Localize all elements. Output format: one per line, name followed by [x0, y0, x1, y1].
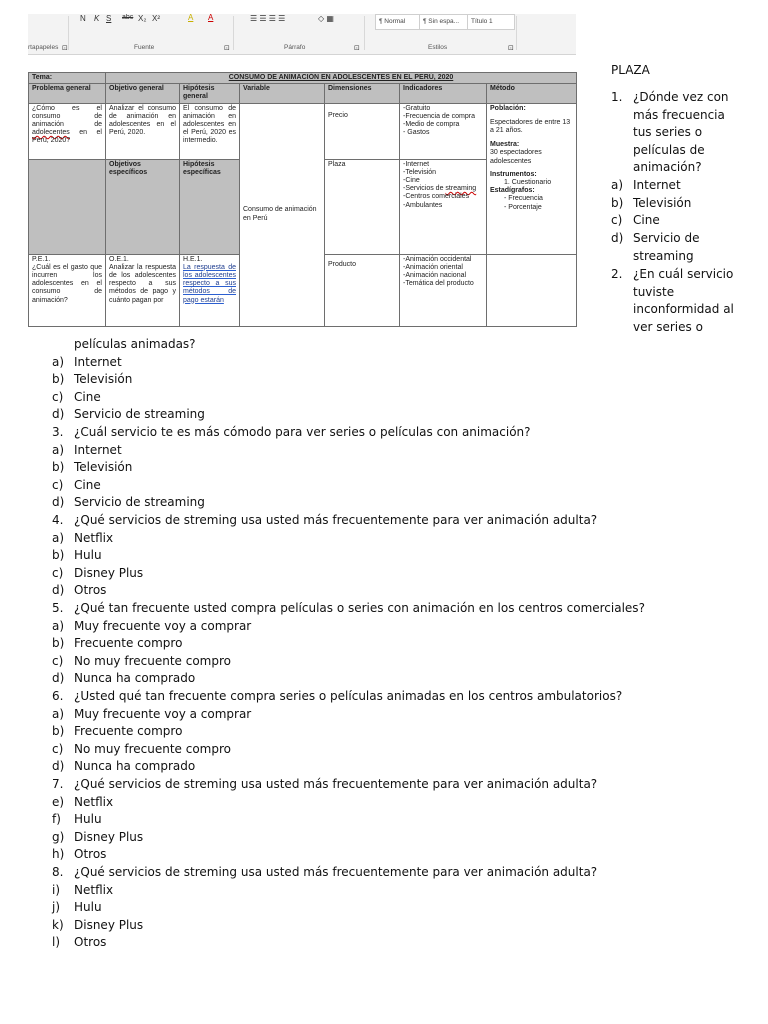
- font-color-button[interactable]: A: [208, 14, 214, 22]
- strikethrough-button[interactable]: abc: [122, 14, 134, 21]
- answer-option: [0, 442, 768, 459]
- answer-option: [0, 354, 768, 371]
- item-text: Otros: [74, 847, 107, 862]
- superscript-button[interactable]: X²: [152, 14, 160, 23]
- item-text: Hulu: [74, 548, 102, 563]
- question-2-number: 2.: [611, 267, 623, 281]
- cell-he1: [180, 254, 240, 326]
- q1-option-d-label: d): [611, 231, 624, 245]
- cell-pe1: [29, 254, 106, 326]
- item-text: Nunca ha comprado: [74, 671, 196, 686]
- indicador-item: -Ambulantes: [403, 201, 443, 209]
- answer-option: [0, 336, 768, 353]
- consistency-matrix-table: [28, 72, 577, 327]
- question-1-number: 1.: [611, 90, 623, 104]
- item-text: ¿Qué servicios de streming usa usted más frecuentemente para ver animación adulta?: [74, 777, 598, 791]
- item-label: c): [52, 653, 64, 668]
- subheader-hipotesis-especificas: Hipótesis específicas: [180, 159, 240, 254]
- question-line: tus series o: [633, 125, 703, 140]
- question-item: [0, 512, 768, 529]
- tema-label: Tema:: [29, 73, 106, 84]
- answer-option: [0, 706, 768, 723]
- indicador-item: -Animación occidental: [403, 255, 472, 263]
- item-label: i): [52, 882, 61, 897]
- estadigrafos-item: - Frecuencia: [504, 195, 543, 203]
- item-text: Otros: [74, 935, 107, 950]
- item-label: g): [52, 829, 65, 844]
- q1-option-a-label: a): [611, 178, 624, 192]
- answer-option: [0, 882, 768, 899]
- section-heading-plaza: PLAZA: [611, 63, 650, 77]
- item-text: Netflix: [74, 794, 114, 809]
- item-text: Internet: [74, 442, 122, 457]
- item-text: ¿Usted qué tan frecuente compra series o películas animadas en los centros ambulatorios?: [74, 689, 623, 703]
- item-text: Nunca ha comprado: [74, 759, 196, 774]
- cell-objetivo-general: Analizar el consumo de animación en adolescentes en el Perú, 2020.: [106, 103, 180, 159]
- q1-option-d-text-cont: streaming: [633, 249, 694, 263]
- question-line: tuviste: [633, 284, 675, 299]
- question-item: [0, 776, 768, 793]
- item-label: e): [52, 794, 65, 809]
- item-text: Frecuente compro: [74, 724, 183, 739]
- align-icon[interactable]: ☰ ☰ ☰ ☰: [250, 14, 286, 23]
- item-label: c): [52, 565, 64, 580]
- answer-option: [0, 934, 768, 951]
- question-item: [0, 600, 768, 617]
- item-text: Netflix: [74, 882, 114, 897]
- question-line: inconformidad al: [633, 302, 734, 317]
- answer-option: [0, 723, 768, 740]
- indicador-item: -Animación nacional: [403, 272, 467, 280]
- dialog-launcher-icon[interactable]: ⊡: [508, 45, 514, 52]
- question-line: ver series o: [633, 319, 703, 334]
- item-label: b): [52, 636, 65, 651]
- indicador-item: -Cine: [403, 177, 420, 185]
- instrumentos-label: Instrumentos:: [490, 170, 537, 178]
- item-label: d): [52, 495, 65, 510]
- ribbon-separator: [364, 16, 365, 50]
- estadigrafos-item: - Porcentaje: [504, 203, 542, 211]
- item-label: h): [52, 847, 65, 862]
- style-normal[interactable]: ¶ Normal: [375, 14, 423, 30]
- item-text: Frecuente compro: [74, 636, 183, 651]
- item-text: Disney Plus: [74, 917, 144, 932]
- answer-option: [0, 635, 768, 652]
- item-text: No muy frecuente compro: [74, 741, 231, 756]
- indicador-item: - Gastos: [403, 129, 430, 137]
- q1-option-d-text: Servicio de: [633, 231, 700, 245]
- dialog-launcher-icon[interactable]: ⊡: [224, 45, 230, 52]
- answer-option: [0, 406, 768, 423]
- answer-option: [0, 794, 768, 811]
- question-1-text: [633, 89, 729, 177]
- answer-option: [0, 389, 768, 406]
- answer-option: [0, 565, 768, 582]
- shading-icon[interactable]: ◇ ▦: [318, 14, 334, 23]
- header-hipotesis-general: Hipótesis general: [180, 84, 240, 103]
- question-item: [0, 688, 768, 705]
- underline-button[interactable]: S: [106, 14, 112, 23]
- style-sin-espaciado[interactable]: ¶ Sin espa...: [419, 14, 471, 30]
- question-line: más frecuencia: [633, 107, 725, 122]
- question-item: [0, 864, 768, 881]
- item-label: l): [52, 935, 61, 950]
- item-label: c): [52, 477, 64, 492]
- item-label: a): [52, 706, 65, 721]
- bold-button[interactable]: N: [80, 14, 86, 23]
- item-label: 8.: [52, 865, 64, 879]
- indicador-item: -Internet: [403, 160, 430, 168]
- answer-option: [0, 899, 768, 916]
- ribbon-separator: [516, 16, 517, 50]
- indicador-item: -Centros comerciales: [403, 193, 470, 201]
- ribbon-separator: [68, 16, 69, 50]
- group-label-portapapeles: rtapapeles: [28, 44, 59, 51]
- question-line: animación?: [633, 160, 702, 175]
- answer-option: [0, 829, 768, 846]
- cell-ind-producto: [400, 254, 487, 326]
- answer-option: [0, 547, 768, 564]
- indicador-misspelled-word: streaming: [445, 185, 477, 193]
- indicador-item: -Frecuencia de compra: [403, 112, 475, 120]
- item-label: d): [52, 759, 65, 774]
- item-text: ¿Qué tan frecuente usted compra películas o series con animación en los centros comerciales?: [74, 601, 645, 615]
- item-text: Servicio de streaming: [74, 407, 205, 422]
- item-text: Netflix: [74, 530, 114, 545]
- item-text: Hulu: [74, 812, 102, 827]
- subheader-objetivos-especificos: Objetivos específicos: [106, 159, 180, 254]
- answer-option: [0, 371, 768, 388]
- header-problema-general: Problema general: [29, 84, 106, 103]
- indicador-item: -Televisión: [403, 168, 437, 176]
- item-label: k): [52, 917, 64, 932]
- question-item: [0, 424, 768, 441]
- item-label: b): [52, 460, 65, 475]
- item-text: ¿Cuál servicio te es más cómodo para ver series o películas con animación?: [74, 425, 531, 439]
- question-line: ¿Dónde vez con: [633, 90, 729, 104]
- dialog-launcher-icon[interactable]: ⊡: [62, 45, 68, 52]
- muestra-text: 30 espectadores adolescentes: [490, 149, 542, 165]
- answer-option: [0, 494, 768, 511]
- item-text: Hulu: [74, 900, 102, 915]
- answer-option: [0, 459, 768, 476]
- item-text: Otros: [74, 583, 107, 598]
- poblacion-text: Espectadores de entre 13 a 21 años.: [490, 118, 571, 135]
- indicador-item: -Gratuito: [403, 104, 431, 112]
- highlight-button[interactable]: A: [188, 14, 194, 22]
- cell-gray-empty: [29, 159, 106, 254]
- answer-option: [0, 653, 768, 670]
- item-label: c): [52, 741, 64, 756]
- item-text: Servicio de streaming: [74, 495, 205, 510]
- cell-ind-plaza: [400, 159, 487, 254]
- he1-code: H.E.1.: [183, 255, 203, 263]
- question-2-text: [633, 266, 734, 336]
- q1-option-b-text: Televisión: [633, 196, 692, 210]
- cell-metodo: [487, 103, 577, 254]
- indicador-item: -Temática del producto: [403, 280, 474, 288]
- indicador-item: -Animación oriental: [403, 263, 463, 271]
- cell-dim-precio: Precio: [325, 103, 400, 159]
- poblacion-label: Población:: [490, 104, 526, 112]
- pe1-text: ¿Cuál es el gasto que incurren los adolescentes en el consumo de animación?: [32, 263, 102, 304]
- item-label: d): [52, 407, 65, 422]
- item-label: a): [52, 442, 65, 457]
- table-title: [106, 73, 577, 84]
- ribbon-separator: [233, 16, 234, 50]
- header-variable: Variable: [240, 84, 325, 103]
- item-label: a): [52, 530, 65, 545]
- item-label: d): [52, 671, 65, 686]
- answer-option: [0, 670, 768, 687]
- estadigrafos-label: Estadígrafos:: [490, 187, 535, 195]
- cell-oe1: [106, 254, 180, 326]
- item-text: Muy frecuente voy a comprar: [74, 706, 252, 721]
- item-label: 3.: [52, 425, 64, 439]
- item-label: b): [52, 724, 65, 739]
- item-label: a): [52, 354, 65, 369]
- item-text: Internet: [74, 354, 122, 369]
- answer-option: [0, 582, 768, 599]
- instrumentos-item: 1. Cuestionario: [504, 179, 552, 187]
- item-label: 5.: [52, 601, 64, 615]
- cell-problema-general: [29, 103, 106, 159]
- q1-option-b-label: b): [611, 196, 624, 210]
- q1-option-c-text: Cine: [633, 213, 660, 227]
- item-text: Cine: [74, 389, 101, 404]
- item-label: f): [52, 812, 61, 827]
- word-ribbon: [28, 14, 576, 55]
- item-label: a): [52, 618, 65, 633]
- pe1-code: P.E.1.: [32, 255, 51, 263]
- item-text: Televisión: [74, 372, 133, 387]
- item-text: películas animadas?: [74, 337, 196, 351]
- italic-button[interactable]: K: [94, 14, 100, 23]
- item-text: Disney Plus: [74, 829, 144, 844]
- item-text: No muy frecuente compro: [74, 653, 231, 668]
- header-metodo: Método: [487, 84, 577, 103]
- answer-option: [0, 846, 768, 863]
- style-titulo-1[interactable]: Título 1: [467, 14, 515, 30]
- item-label: 6.: [52, 689, 64, 703]
- answer-option: [0, 917, 768, 934]
- item-label: d): [52, 583, 65, 598]
- cell-ind-precio: [400, 103, 487, 159]
- item-label: 4.: [52, 513, 64, 527]
- indicador-item: -Medio de compra: [403, 121, 460, 129]
- subscript-button[interactable]: X₂: [138, 14, 147, 23]
- oe1-code: O.E.1.: [109, 255, 129, 263]
- oe1-text: Analizar la respuesta de los adolescentes respecto a sus métodos de pago y cuánto pagan por: [109, 263, 176, 304]
- q1-option-c-label: c): [611, 213, 623, 227]
- header-dimensiones: Dimensiones: [325, 84, 400, 103]
- answer-option: [0, 758, 768, 775]
- cell-metodo-empty: [487, 254, 577, 326]
- item-label: b): [52, 548, 65, 563]
- question-line: películas de: [633, 142, 705, 157]
- item-text: Televisión: [74, 460, 133, 475]
- group-label-fuente: Fuente: [134, 44, 155, 51]
- item-label: b): [52, 372, 65, 387]
- header-objetivo-general: Objetivo general: [106, 84, 180, 103]
- answer-option: [0, 477, 768, 494]
- item-label: c): [52, 389, 64, 404]
- group-label-parrafo: Párrafo: [284, 44, 306, 51]
- answer-option: [0, 741, 768, 758]
- problema-text-end: en el Perú, 2020?: [32, 129, 102, 145]
- he1-text: La respuesta de los adolescentes respecto a sus métodos de pago estarán: [183, 263, 236, 304]
- cell-variable: Consumo de animación en Perú: [240, 103, 325, 326]
- indicador-text: -Servicios de: [403, 185, 444, 193]
- item-text: Disney Plus: [74, 565, 144, 580]
- problema-misspelled-word: adolecentes: [32, 129, 70, 137]
- item-text: ¿Qué servicios de streming usa usted más frecuentemente para ver animación adulta?: [74, 513, 598, 527]
- item-label: 7.: [52, 777, 64, 791]
- question-line: ¿En cuál servicio: [633, 267, 734, 281]
- cell-hipotesis-general: El consumo de animación en adolescentes en el Perú, 2020 es intermedio.: [180, 103, 240, 159]
- indicador-item: [403, 185, 483, 193]
- answer-option: [0, 811, 768, 828]
- muestra-label: Muestra:: [490, 141, 520, 149]
- item-label: j): [52, 900, 61, 915]
- problema-text: ¿Cómo es el consumo de animación de: [32, 104, 102, 129]
- item-text: Cine: [74, 477, 101, 492]
- header-indicadores: Indicadores: [400, 84, 487, 103]
- table-title-text: CONSUMO DE ANIMACIÓN EN ADOLESCENTES EN EL PERÚ, 2020: [228, 74, 454, 81]
- cell-dim-producto: Producto: [325, 254, 400, 326]
- answer-option: [0, 530, 768, 547]
- cell-dim-plaza: Plaza: [325, 159, 400, 254]
- q1-option-a-text: Internet: [633, 178, 681, 192]
- dialog-launcher-icon[interactable]: ⊡: [354, 45, 360, 52]
- answer-option: [0, 618, 768, 635]
- group-label-estilos: Estilos: [428, 44, 448, 51]
- item-text: ¿Qué servicios de streming usa usted más frecuentemente para ver animación adulta?: [74, 865, 598, 879]
- item-text: Muy frecuente voy a comprar: [74, 618, 252, 633]
